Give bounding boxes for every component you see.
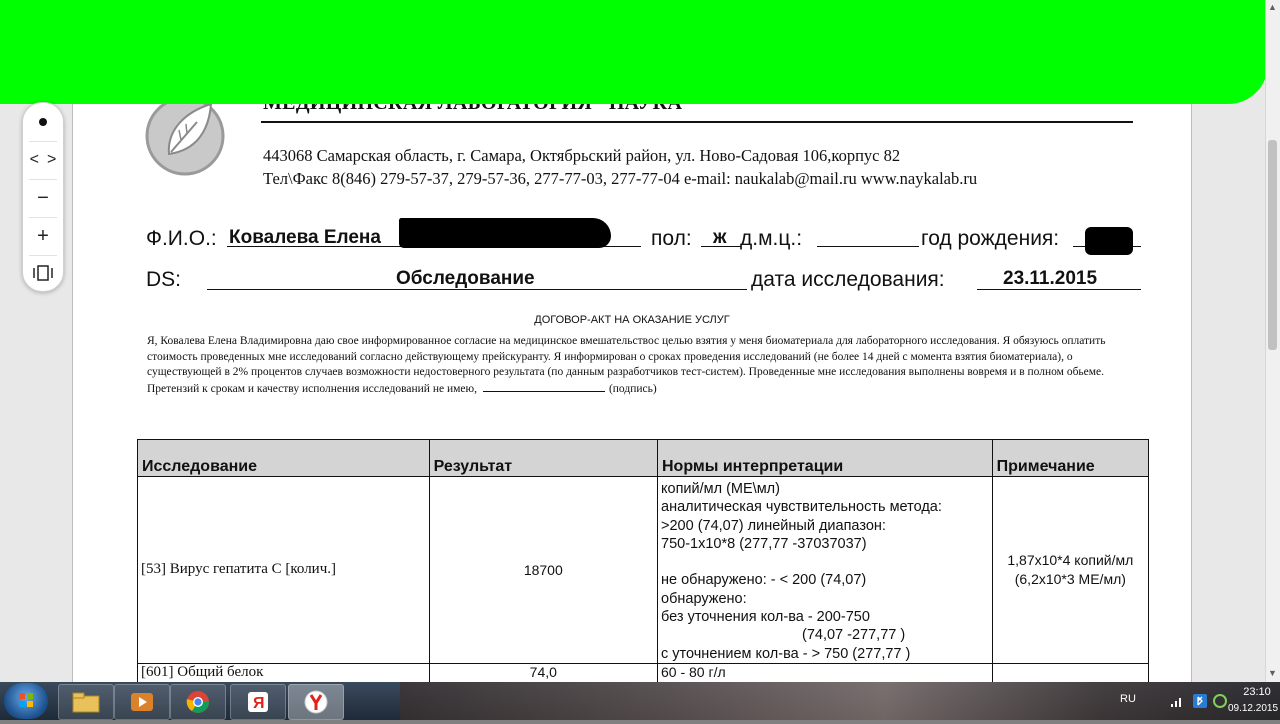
- norm-line: обнаружено:: [661, 590, 747, 607]
- network-icon[interactable]: [1170, 694, 1184, 708]
- test-note: [992, 663, 1148, 682]
- table-header-row: [138, 440, 1149, 477]
- contract-body: Я, Ковалева Елена Владимировна даю свое информированное согласие на медицинское вмешательствос целью взятия у меня биоматериала для лабораторного исследования. Я обязуюсь оплатить стоимость проведенных мне исследований согласно действующему прейскуранту. Я информирован о сроках проведения исследований (не более 14 дней с момента взятия биоматериала), о существующей в 2% процентов случаев возможности недостоверного результата (по данным разработчиков тест-систем). Проведенные мне исследования выполнены вовремя и в полном обьеме. Претензий к срокам и качеству исполнения исследований не имею,: [147, 335, 1106, 395]
- study-date-label: дата исследования:: [751, 268, 945, 291]
- fio-value: Ковалева Елена: [229, 227, 381, 248]
- test-norms: 60 - 80 г/л: [658, 663, 993, 682]
- fit-page-button[interactable]: [23, 255, 63, 291]
- col-header-test: Исследование: [138, 440, 430, 477]
- col-header-note: Примечание: [992, 440, 1148, 477]
- norm-line: аналитическая чувствительность метода:: [661, 499, 942, 516]
- svg-text:Я: Я: [253, 695, 265, 712]
- header-divider: [261, 121, 1133, 123]
- contract-title: ДОГОВОР-АКТ НА ОКАЗАНИЕ УСЛУГ: [534, 314, 730, 326]
- col-header-norms: Нормы интерпретации: [658, 440, 993, 477]
- prev-page-icon[interactable]: <: [29, 151, 39, 168]
- page-nav: [23, 142, 63, 178]
- test-note: [992, 477, 1148, 664]
- ds-value: Обследование: [396, 268, 535, 289]
- zoom-out-button[interactable]: −: [37, 186, 49, 209]
- birth-year-label: год рождения:: [921, 227, 1060, 250]
- taskbar-yandex-browser[interactable]: [288, 684, 344, 720]
- test-norms: [658, 477, 993, 664]
- results-table: [137, 439, 1149, 682]
- pointer-tool-button[interactable]: [23, 104, 63, 140]
- bluetooth-icon[interactable]: [1192, 693, 1208, 709]
- taskbar-chrome[interactable]: [170, 684, 226, 720]
- sex-value: ж: [713, 227, 727, 248]
- scrollbar-thumb[interactable]: [1268, 140, 1277, 350]
- scroll-up-icon[interactable]: ▲: [1268, 2, 1277, 12]
- table-row: [138, 477, 1149, 664]
- clock-time[interactable]: 23:10: [1243, 686, 1271, 698]
- table-row: [138, 663, 1149, 682]
- note-line: 1,87x10*4 копий/мл: [1007, 551, 1134, 568]
- taskbar-yandex[interactable]: [230, 684, 286, 720]
- note-line: (6,2x10*3 МЕ/мл): [1014, 570, 1126, 587]
- norm-line: без уточнения кол-ва - 200-750: [661, 609, 870, 626]
- norm-line: с уточнением кол-ва - > 750 (277,77 ): [661, 645, 911, 662]
- system-tray: [1060, 682, 1280, 720]
- test-result: 18700: [429, 477, 657, 664]
- study-date-value: 23.11.2015: [1003, 268, 1098, 289]
- taskbar-media-player[interactable]: [114, 684, 170, 720]
- fit-page-icon: [32, 265, 54, 281]
- taskbar-explorer[interactable]: [58, 684, 114, 720]
- redaction-mark: [399, 218, 611, 248]
- windows-logo-icon: [4, 683, 48, 719]
- ds-label: DS:: [146, 268, 182, 291]
- redaction-highlight: [0, 0, 1268, 104]
- fio-label: Ф.И.О.:: [146, 227, 217, 250]
- norm-line: [661, 553, 989, 571]
- norm-line: не обнаружено: - < 200 (74,07): [661, 572, 867, 589]
- norm-line: копий/мл (МЕ\мл): [661, 481, 780, 497]
- org-contacts: Тел\Факс 8(846) 279-57-37, 279-57-36, 277-77-03, 277-77-04 e-mail: naukalab@mail.ru www.naykalab.ru: [263, 169, 978, 188]
- test-name: [53] Вирус гепатита С [колич.]: [138, 477, 430, 664]
- norm-line: >200 (74,07) линейный диапазон:: [661, 517, 886, 534]
- clock-date[interactable]: 09.12.2015: [1227, 703, 1279, 714]
- contract-text: [147, 334, 1137, 397]
- yandex-browser-icon: [303, 689, 329, 715]
- next-page-icon[interactable]: >: [47, 151, 57, 168]
- folder-icon: [71, 690, 101, 714]
- org-address: 443068 Самарская область, г. Самара, Октябрьский район, ул. Ново-Садовая 106,корпус 82: [263, 146, 901, 165]
- norm-line: 750-1x10*8 (277,77 -37037037): [661, 535, 867, 552]
- test-name: [601] Общий белок: [138, 663, 430, 682]
- chrome-icon: [185, 689, 211, 715]
- yandex-icon: [245, 689, 271, 715]
- signature-line: [483, 381, 605, 392]
- dmc-underline: [817, 246, 919, 247]
- viewer-toolbar: [22, 102, 64, 292]
- dmc-label: д.м.ц.:: [740, 227, 803, 250]
- zoom-in-button[interactable]: +: [37, 224, 49, 247]
- start-button[interactable]: [4, 683, 48, 719]
- norm-line: (74,07 -277,77 ): [661, 627, 906, 644]
- dot-icon: [38, 117, 48, 127]
- signature-label: (подпись): [608, 382, 657, 395]
- vertical-scrollbar[interactable]: [1265, 0, 1280, 682]
- sex-label: пол:: [651, 227, 692, 250]
- media-player-icon: [127, 690, 157, 714]
- col-header-result: Результат: [429, 440, 657, 477]
- test-result: 74,0: [429, 663, 657, 682]
- scroll-down-icon[interactable]: ▼: [1268, 668, 1277, 678]
- redaction-mark: [1085, 227, 1133, 255]
- language-indicator[interactable]: RU: [1120, 693, 1136, 705]
